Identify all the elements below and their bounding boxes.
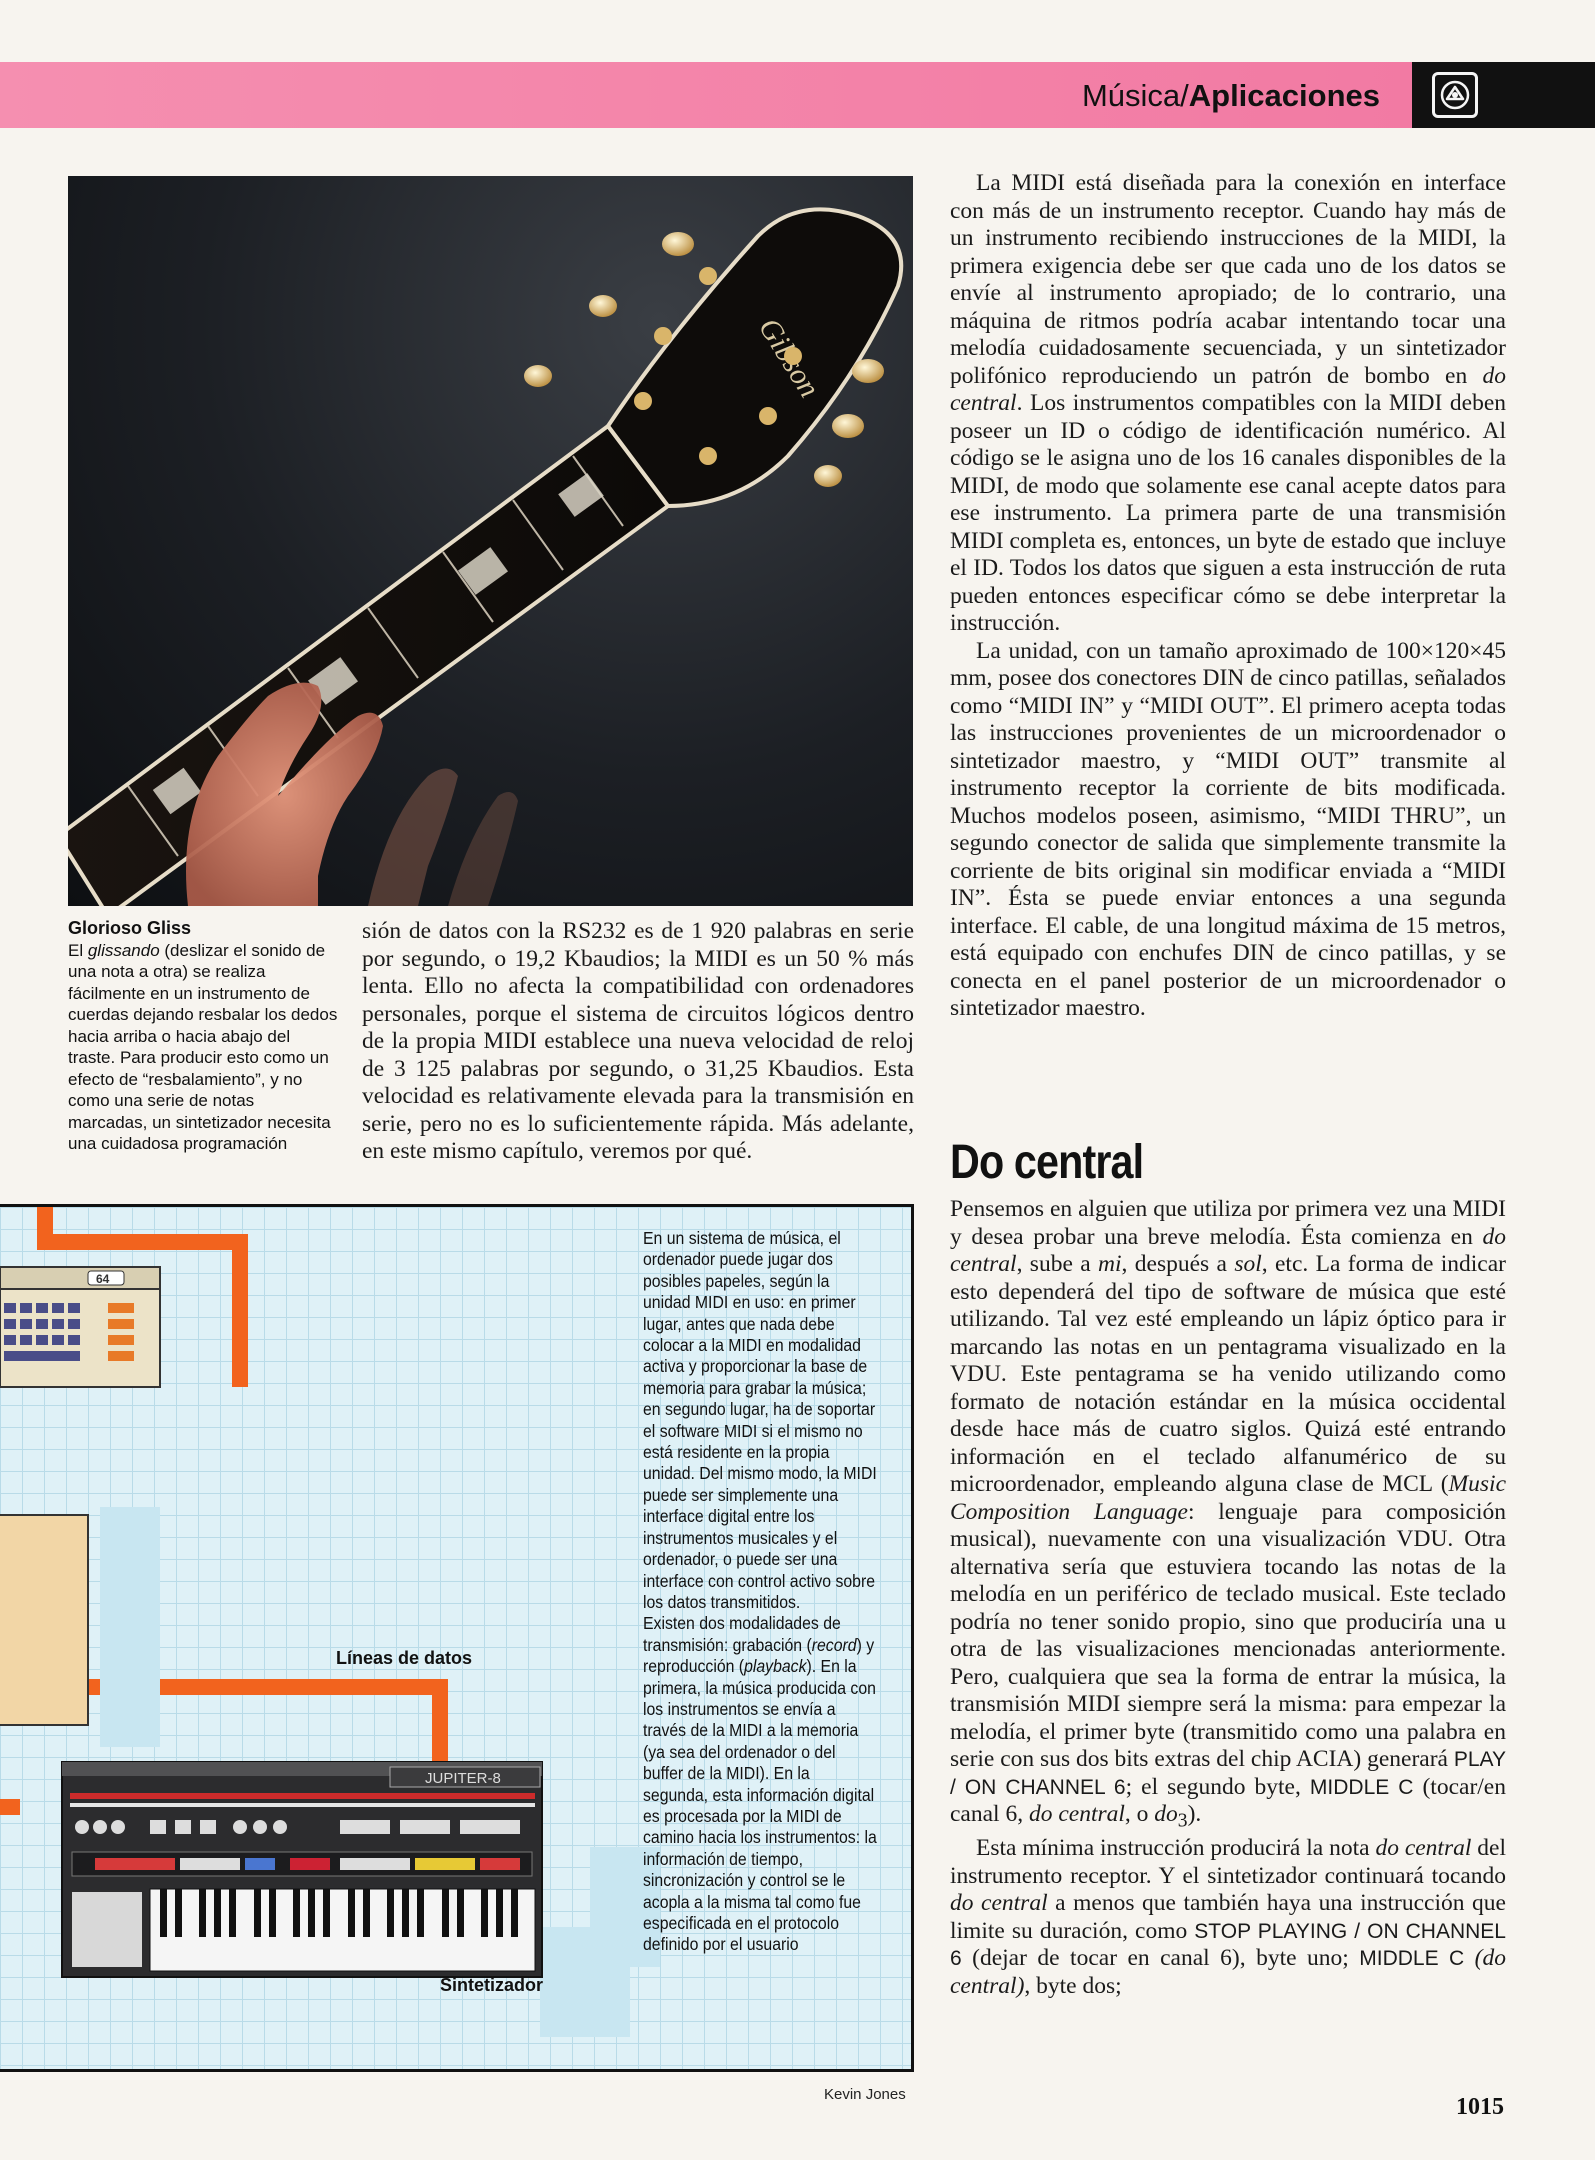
- illustration-credit: Kevin Jones: [824, 2086, 906, 2103]
- midi-command: MIDDLE C: [1359, 1947, 1465, 1971]
- column-right-bottom: [950, 1196, 1506, 2000]
- column-middle: [362, 918, 914, 1166]
- synthesizer-keyboard: [62, 1762, 542, 1977]
- paragraph: sión de datos con la RS232 es de 1 920 palabras en serie por segundo, o 19,2 Kbaudios; la MIDI es un 50 % más lenta. Ello no afecta la compatibilidad con ordenadores personales, porque el sistema de circuitos lógicos dentro de la propia MIDI establece una nueva velocidad de reloj de 3 125 palabras por segundo, o 31,25 Kbaudios. Esta velocidad es relativamente elevada para la transmisión en serie, pero no es lo suficientemente rápida. Más adelante, en este mismo capítulo, veremos por qué.: [362, 918, 914, 1164]
- svg-text:64: 64: [96, 1272, 110, 1286]
- midi-command: STOP PLAYING / ON CHANNEL 6: [950, 1919, 1506, 1971]
- caption-text: (deslizar el sonido de una nota a otra) se realiza fácilmente en un instrumento de cuerdas dejando resbalar los dedos hacia arriba o hacia abajo del traste. Para producir esto como un efecto de “resbalamiento”, y no como una serie de notas marcadas, un sintetizador necesita una cuidadosa programación: [68, 940, 338, 1153]
- guitar-photo: [68, 176, 913, 906]
- header-title: [1082, 78, 1380, 114]
- paragraph: La MIDI está diseñada para la conexión en interface con más de un instrumento receptor. Cuando hay más de un instrumento recibiendo instrucciones de la MIDI, la primera exigencia debe ser que cada uno de los datos se envíe al instrumento apropiado; de lo contrario, una máquina de ritmos podría acabar intentando tocar una melodía cuidadosamente secuenciada, y un sintetizador polifónico reproduciendo un patrón de bombo en do central. Los instrumentos compatibles con la MIDI deben poseer un ID o código de identificación numérico. Al código se le asigna uno de los 16 canales disponibles de la MIDI, de modo que solamente ese canal acepte datos para ese instrumento. La primera parte de una transmisión MIDI completa es, entonces, un byte de estado que incluye el ID. Todos los datos que siguen a esta instrucción de ruta pueden entonces especificar cómo se debe interpretar la instrucción.: [950, 170, 1506, 636]
- page-number: 1015: [1456, 2094, 1504, 2120]
- svg-text:JUPITER-8: JUPITER-8: [425, 1770, 501, 1787]
- midi-command: PLAY / ON CHANNEL 6: [950, 1748, 1506, 1799]
- caption-em: glissando: [87, 940, 160, 960]
- diagram-description: [643, 1228, 878, 1956]
- header-section: Música/: [1081, 78, 1189, 113]
- headphones-icon: [1432, 72, 1478, 118]
- paragraph: La unidad, con un tamaño aproximado de 100×120×45 mm, posee dos conectores DIN de cinco patillas, señalados como “MIDI IN” y “MIDI OUT”. El primero acepta todas las instrucciones provenientes de un microordenador o sintetizador maestro, y “MIDI OUT” transmite al instrumento receptor la corriente de bits modificada. Muchos modelos poseen, asimismo, “MIDI THRU”, un segundo conector de salida que simplemente transmite la corriente de bits original sin modificar enviada a “MIDI IN”. Ésta se puede enviar entonces a una segunda interface. El cable, de una longitud máxima de 15 metros, está equipado con enchufes DIN de cinco patillas, y se conecta en el panel posterior de un microordenador o sintetizador maestro.: [950, 637, 1507, 1021]
- paragraph: Pensemos en alguien que utiliza por primera vez una MIDI y desea probar una breve melodía. Ésta comienza en do central, sube a mi, después a sol, etc. La forma de indicar esto dependerá del tipo de software de música que esté utilizando. Tal vez esté empleando un lápiz óptico para ir marcando las notas en un pentagrama visualizado en la VDU. Este pentagrama se ha venido utilizando como formato de notación estándar en la música occidental desde hace más de cuatro siglos. Quizá esté entrando información en el teclado alfanumérico de su microordenador, empleando alguna clase de MCL (Music Composition Language: lenguaje para composición musical), nuevamente con una visualización VDU. Otra alternativa sería que estuviera tocando las notas de la melodía en un periférico de teclado musical. Este teclado podría no tener sonido propio, sino que produciría una u otra de las visualizaciones mencionadas anteriormente. Pero, cualquiera que sea la forma de entrar la música, la transmisión MIDI siempre será la misma: para empezar la melodía, el primer byte (transmitido como una palabra en serie con sus dos bits extras del chip ACIA) generará PLAY / ON CHANNEL 6; el segundo byte, MIDDLE C (tocar/en canal 6, do central, o $do_3$).: [950, 1196, 1506, 1832]
- diagram-text-a: En un sistema de música, el ordenador puede jugar dos posibles papeles, según la unidad MIDI en uso: en primer lugar, antes que nada debe colocar a la MIDI en modalidad activa y proporcionar la base de memoria para grabar la música; en segundo lugar, ha de soportar el software MIDI si el mismo no está residente en la propia unidad. Del mismo modo, la MIDI puede ser simplemente una interface digital entre los instrumentos musicales y el ordenador, o puede ser una interface con control activo sobre los datos transmitidos.: [643, 1228, 877, 1612]
- computer-keyboard: [0, 1267, 160, 1387]
- paragraph: Esta mínima instrucción producirá la nota do central del instrumento receptor. Y el sintetizador continuará tocando do central a menos que también haya una instrucción que limite su duración, como STOP PLAYING / ON CHANNEL 6 (dejar de tocar en canal 6), byte uno; MIDDLE C (do central), byte dos;: [950, 1835, 1506, 1999]
- photo-caption: [68, 918, 338, 1155]
- column-right-top: [950, 170, 1506, 1023]
- diagram-text-b: Existen dos modalidades de transmisión: grabación (record) y reproducción (playback). En la primera, la música producida con los instrumentos se envía a través de la MIDI a la memoria (ya sea del ordenador o del buffer de la MIDI). En la segunda, esta información digital es procesada por la MIDI de camino hacia los instrumentos: la información de tiempo, sincronización y control se le acopla a la misma tal como fue especificada en el protocolo definido por el usuario: [643, 1613, 877, 1955]
- caption-pre: El: [68, 940, 88, 960]
- label-data-lines: Líneas de datos: [336, 1648, 473, 1668]
- header-topic: Aplicaciones: [1188, 78, 1380, 113]
- caption-title: Glorioso Gliss: [68, 918, 192, 938]
- midi-command: MIDDLE C: [1309, 1775, 1414, 1799]
- section-heading: Do central: [950, 1136, 1144, 1189]
- label-synthesizer: Sintetizador: [440, 1975, 544, 1995]
